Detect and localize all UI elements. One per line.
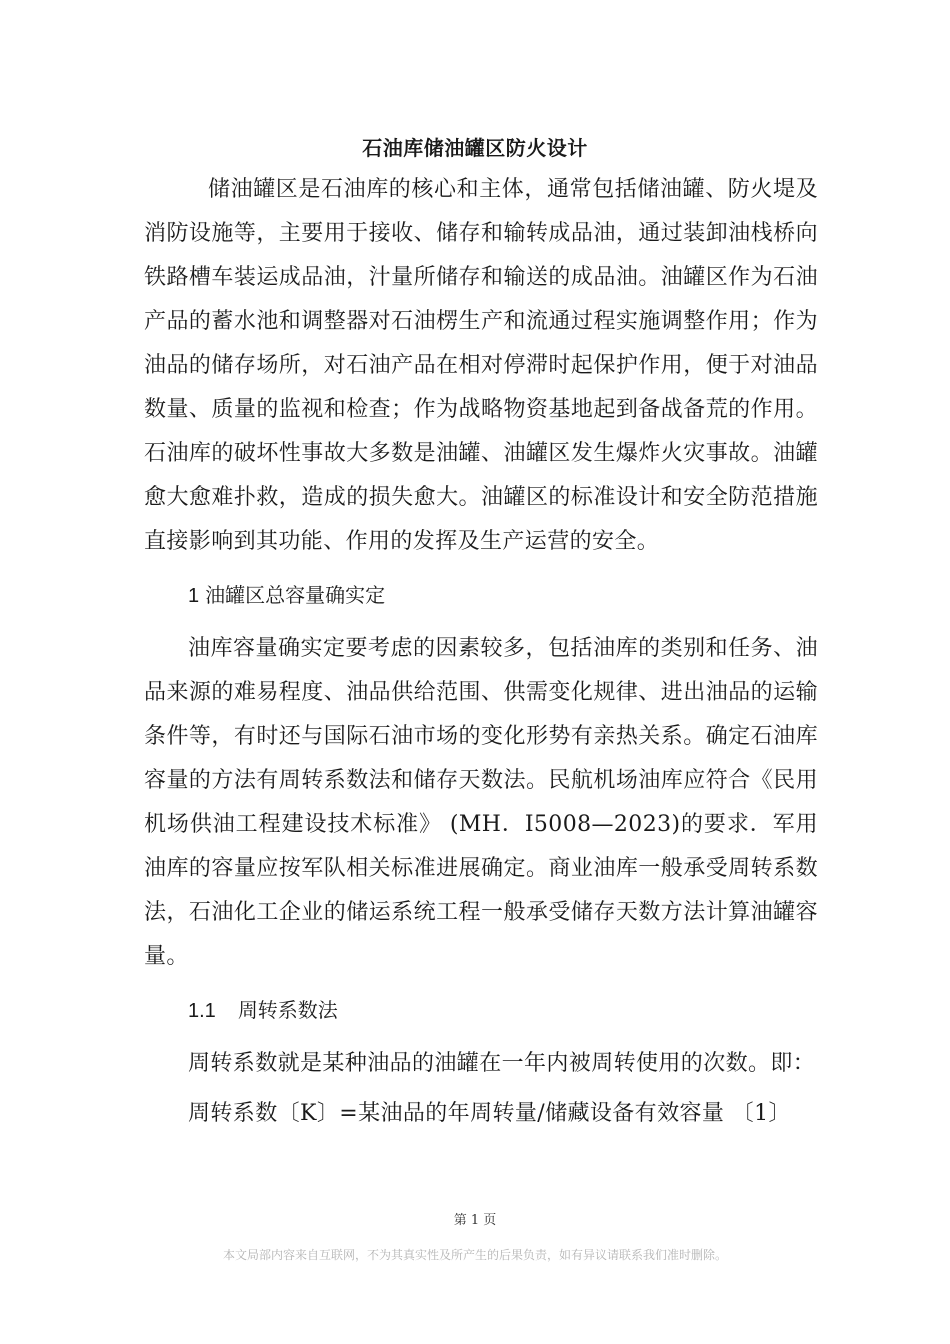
document-body xyxy=(144,168,818,1136)
page-number: 第 1 页 xyxy=(453,1213,497,1228)
section-number: 1.1 xyxy=(188,1000,216,1022)
paragraph-capacity: 油库容量确实定要考虑的因素较多，包括油库的类别和任务、油品来源的难易程度、油品供给范围、供需变化规律、进出油品的运输条件等，有时还与国际石油市场的变化形势有亲热关系。确定石油库容量的方法有周转系数法和储存天数法。民航机场油库应符合《民用机场供油工程建设技术标准》 (MH．I5008—2023)的要求．军用油库的容量应按军队相关标准进展确定。商业油库一般承受周转系数法，石油化工企业的储运系统工程一般承受储存天数方法计算油罐容量。 xyxy=(144,636,818,969)
section-title: 周转系数法 xyxy=(237,998,338,1022)
formula-turnover: 周转系数〔K〕=某油品的年周转量/储藏设备有效容量 〔1〕 xyxy=(188,1101,791,1126)
paragraph-intro: 储油罐区是石油库的核心和主体，通常包括储油罐、防火堤及消防设施等，主要用于接收、储存和输转成品油，通过装卸油栈桥向铁路槽车装运成品油，汁量所储存和输送的成品油。油罐区作为石油产品的蓄水池和调整器对石油楞生产和流通过程实施调整作用；作为油品的储存场所，对石油产品在相对停滞时起保护作用，便于对油品数量、质量的监视和检查；作为战略物资基地起到备战备荒的作用。石油库的破坏性事故大多数是油罐、油罐区发生爆炸火灾事故。油罐愈大愈难扑救，造成的损失愈大。油罐区的标准设计和安全防范措施直接影响到其功能、作用的发挥及生产运营的安全。 xyxy=(144,177,818,554)
section-number: 1 xyxy=(188,585,200,607)
section-heading-1-1 xyxy=(144,985,818,1036)
section-heading-1 xyxy=(144,570,818,621)
document-title: 石油库储油罐区防火设计 xyxy=(362,136,588,160)
footer-disclaimer: 本文局部内容来自互联网，不为其真实性及所产生的后果负责，如有异议请联系我们准时删除。 xyxy=(222,1248,727,1262)
section-title: 油罐区总容量确实定 xyxy=(205,583,386,607)
paragraph-turnover-definition: 周转系数就是某种油品的油罐在一年内被周转使用的次数。即： xyxy=(188,1051,816,1076)
